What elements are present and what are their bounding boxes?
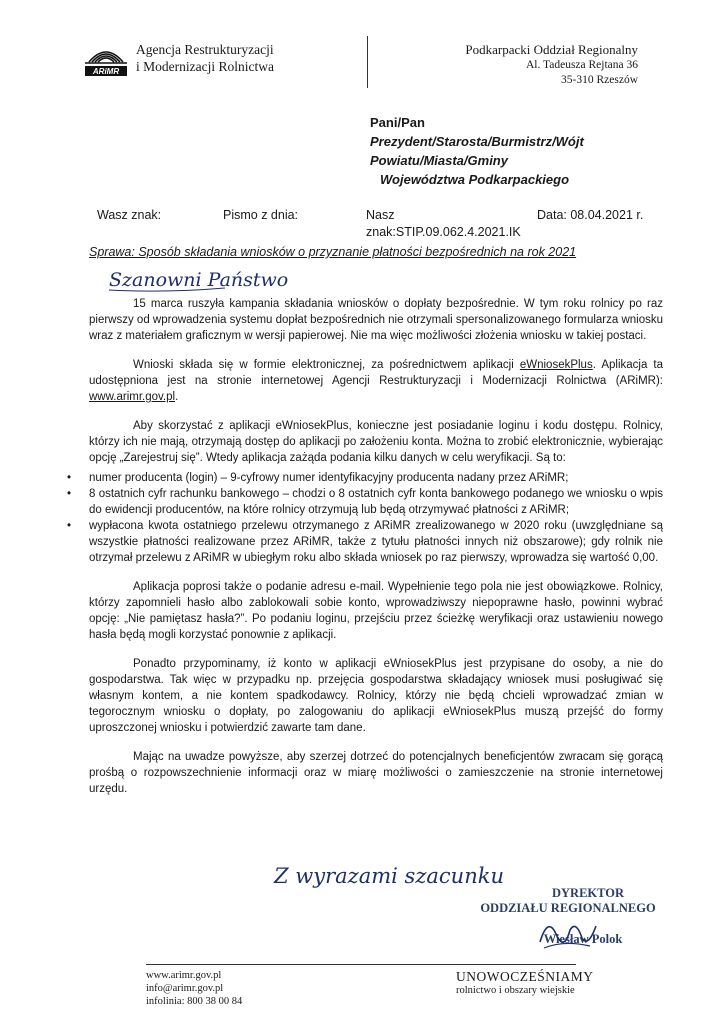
verification-data-list bbox=[89, 470, 663, 566]
paragraph-2-text-b: . Aplikacja ta udostępniona jest na stronie internetowej Agencji Restrukturyzacji i Modernizacji Rolnictwa (ARiMR): bbox=[89, 359, 663, 387]
footer-divider bbox=[146, 964, 576, 965]
agency-name bbox=[136, 41, 274, 75]
branch-street: Al. Tadeusza Rejtana 36 bbox=[525, 59, 638, 71]
letter-date: Data: 08.04.2021 r. bbox=[537, 208, 644, 222]
stamp-title: DYREKTOR bbox=[551, 886, 624, 900]
stamp-signatory: Wiesław Polok bbox=[543, 932, 623, 946]
footer-hotline: infolinia: 800 38 00 84 bbox=[146, 996, 243, 1007]
footer-email: info@arimr.gov.pl bbox=[146, 983, 224, 994]
footer-slogan-title: UNOWOCZEŚNIAMY bbox=[456, 969, 594, 984]
svg-text:Szanowni Państwo: Szanowni Państwo bbox=[109, 269, 289, 291]
footer-slogan-subtitle: rolnictwo i obszary wiejskie bbox=[456, 985, 575, 996]
svg-text:ARiMR: ARiMR bbox=[92, 67, 120, 76]
branch-name: Podkarpacki Oddział Regionalny bbox=[465, 42, 638, 57]
paragraph-3: Aby skorzystać z aplikacji eWniosekPlus, konieczne jest posiadanie loginu i kodu dostępu. Rolnicy, którzy ich nie mają, otrzymają dostęp do aplikacji po założeniu konta. Można to zrobić elektronicznie, wybierając opcję „Zarejestruj się”. Wtedy aplikacja zażąda podania kilku danych w celu weryfikacji. Są to: bbox=[89, 420, 663, 464]
letter-date-label: Pismo z dnia: bbox=[223, 208, 299, 222]
our-reference-value: znak:STIP.09.062.4.2021.IK bbox=[366, 225, 521, 239]
paragraph-4: Aplikacja poprosi także o podanie adresu e-mail. Wypełnienie tego pola nie jest obowiązkowe. Rolnicy, którzy zapomnieli hasło albo zablokowali sobie konto, wprowadziwszy niepoprawne hasło, powinni wybrać opcję: „Nie pamiętasz hasła?”. Po podaniu loginu, przejściu przez ścieżkę weryfikacji oraz ustawieniu nowego hasła będą mogli korzystać ponownie z aplikacji. bbox=[89, 581, 663, 641]
your-reference-label: Wasz znak: bbox=[97, 208, 162, 222]
agency-name-line2: i Modernizacji Rolnictwa bbox=[136, 59, 274, 74]
paragraph-2-text-a: Wnioski składa się w formie elektronicznej, za pośrednictwem aplikacji bbox=[133, 359, 514, 371]
handwritten-signature bbox=[530, 912, 600, 957]
header-divider bbox=[367, 36, 368, 88]
branch-address bbox=[465, 41, 638, 88]
list-item: • wypłacona kwota ostatniego przelewu otrzymanego z ARiMR zrealizowanego w 2020 roku (uwzględniane są wszystkie płatności realizowane przez ARiMR, także z tytułu płatności innych niż obszarowe); gdy rolnik nie otrzymał przelewu z ARiMR w ubiegłym roku albo składa wniosek po raz pierwszy, wprowadza się wartość 0,00. bbox=[89, 518, 663, 566]
list-item: • 8 ostatnich cyfr rachunku bankowego – chodzi o 8 ostatnich cyfr konta bankowego podanego we wniosku o wpis do ewidencji producentów, na które rolnicy otrzymują lub będą otrzymywać płatności z ARiMR; bbox=[89, 486, 663, 518]
addressee-block bbox=[370, 113, 584, 189]
handwritten-salutation bbox=[105, 262, 325, 296]
ewniosekplus-link[interactable]: eWniosekPlus bbox=[519, 359, 593, 371]
subject-line: Sprawa: Sposób składania wniosków o przyznanie płatności bezpośrednich na rok 2021 bbox=[89, 245, 577, 259]
svg-text:Z wyrazami szacunku: Z wyrazami szacunku bbox=[274, 864, 504, 888]
paragraph-1: 15 marca ruszyła kampania składania wniosków o dopłaty bezpośrednie. W tym roku rolnicy po raz pierwszy od wprowadzenia systemu dopłat bezpośrednich nie otrzymali spersonalizowanego formularza wniosku wraz z materiałem graficznym w wersji papierowej. Nie ma więc możliwości złożenia wniosku w takiej postaci. bbox=[89, 298, 664, 342]
footer-website: www.arimr.gov.pl bbox=[146, 970, 222, 981]
list-item: • numer producenta (login) – 9-cyfrowy numer identyfikacyjny producenta nadany przez ARiMR; bbox=[89, 470, 663, 486]
paragraph-5: Ponadto przypominamy, iż konto w aplikacji eWniosekPlus jest przypisane do osoby, a nie do gospodarstwa. Tak więc w przypadku np. przejęcia gospodarstwa składający wniosek musi posługiwać się własnym kontem, a nie kontem spadkodawcy. Rolnicy, którzy nie będą chcieli wprowadzać zmian w tegorocznym wniosku o dopłaty, po zalogowaniu do aplikacji eWniosekPlus muszą przejść do formy uproszczonej wniosku i potwierdzić zawarte tam dane. bbox=[89, 658, 663, 734]
paragraph-2 bbox=[89, 357, 663, 405]
arimr-logo-icon bbox=[83, 40, 129, 78]
our-reference-label: Nasz bbox=[366, 208, 395, 222]
addressee-line2: Prezydent/Starosta/Burmistrz/Wójt bbox=[370, 134, 584, 149]
letter-body bbox=[89, 296, 663, 810]
handwritten-closing bbox=[270, 853, 510, 899]
arimr-website-link[interactable]: www.arimr.gov.pl bbox=[89, 391, 176, 403]
agency-name-line1: Agencja Restrukturyzacji bbox=[136, 42, 274, 57]
stamp-unit: ODDZIAŁU REGIONALNEGO bbox=[480, 901, 656, 915]
footer-contact bbox=[146, 969, 242, 1008]
branch-city: 35-310 Rzeszów bbox=[561, 74, 638, 86]
footer-slogan bbox=[456, 969, 594, 996]
paragraph-6: Mając na uwadze powyższe, aby szerzej dotrzeć do potencjalnych beneficjentów zwracam się gorącą prośbą o rozpowszechnienie informacji oraz w miarę możliwości o zamieszczenie na stronie internetowej urzędu. bbox=[89, 751, 663, 795]
our-reference bbox=[366, 207, 521, 241]
addressee-line4: Województwa Podkarpackiego bbox=[380, 172, 570, 187]
addressee-line1: Pani/Pan bbox=[370, 115, 425, 130]
addressee-line3: Powiatu/Miasta/Gminy bbox=[370, 153, 508, 168]
paragraph-2-text-c: . bbox=[175, 391, 179, 403]
